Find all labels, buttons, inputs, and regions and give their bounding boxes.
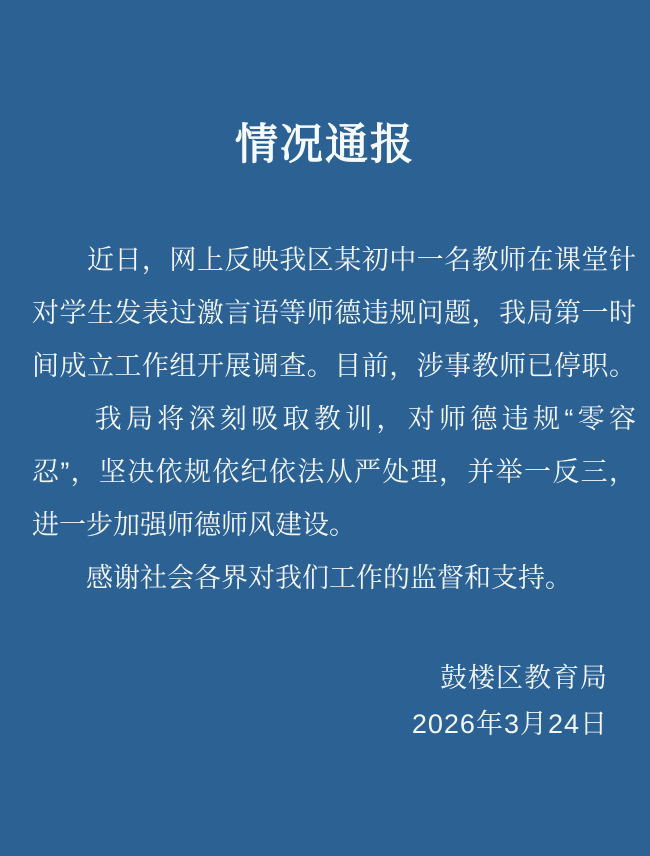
body-line: 近日，网上反映我区某初中一名教师在课堂针	[32, 245, 636, 275]
body-line: 感谢社会各界对我们工作的监督和支持。	[32, 563, 572, 593]
body-line: 忍”，坚决依规依纪依法从严处理，并举一反三，	[32, 457, 636, 487]
paragraph	[32, 234, 636, 393]
body-line: 我局将深刻吸取教训，对师德违规“零容	[32, 404, 636, 434]
body-line: 对学生发表过激言语等师德违规问题，我局第一时	[32, 298, 636, 328]
paragraph	[32, 552, 636, 605]
notice-body	[0, 234, 650, 605]
signature-date: 2026年3月24日	[411, 709, 608, 739]
signature-block	[0, 655, 650, 747]
signature-organization: 鼓楼区教育局	[440, 663, 608, 693]
body-line: 进一步加强师德师风建设。	[32, 510, 356, 540]
body-line: 间成立工作组开展调查。目前，涉事教师已停职。	[32, 351, 636, 381]
paragraph	[32, 393, 636, 552]
notice-title: 情况通报	[235, 121, 415, 169]
